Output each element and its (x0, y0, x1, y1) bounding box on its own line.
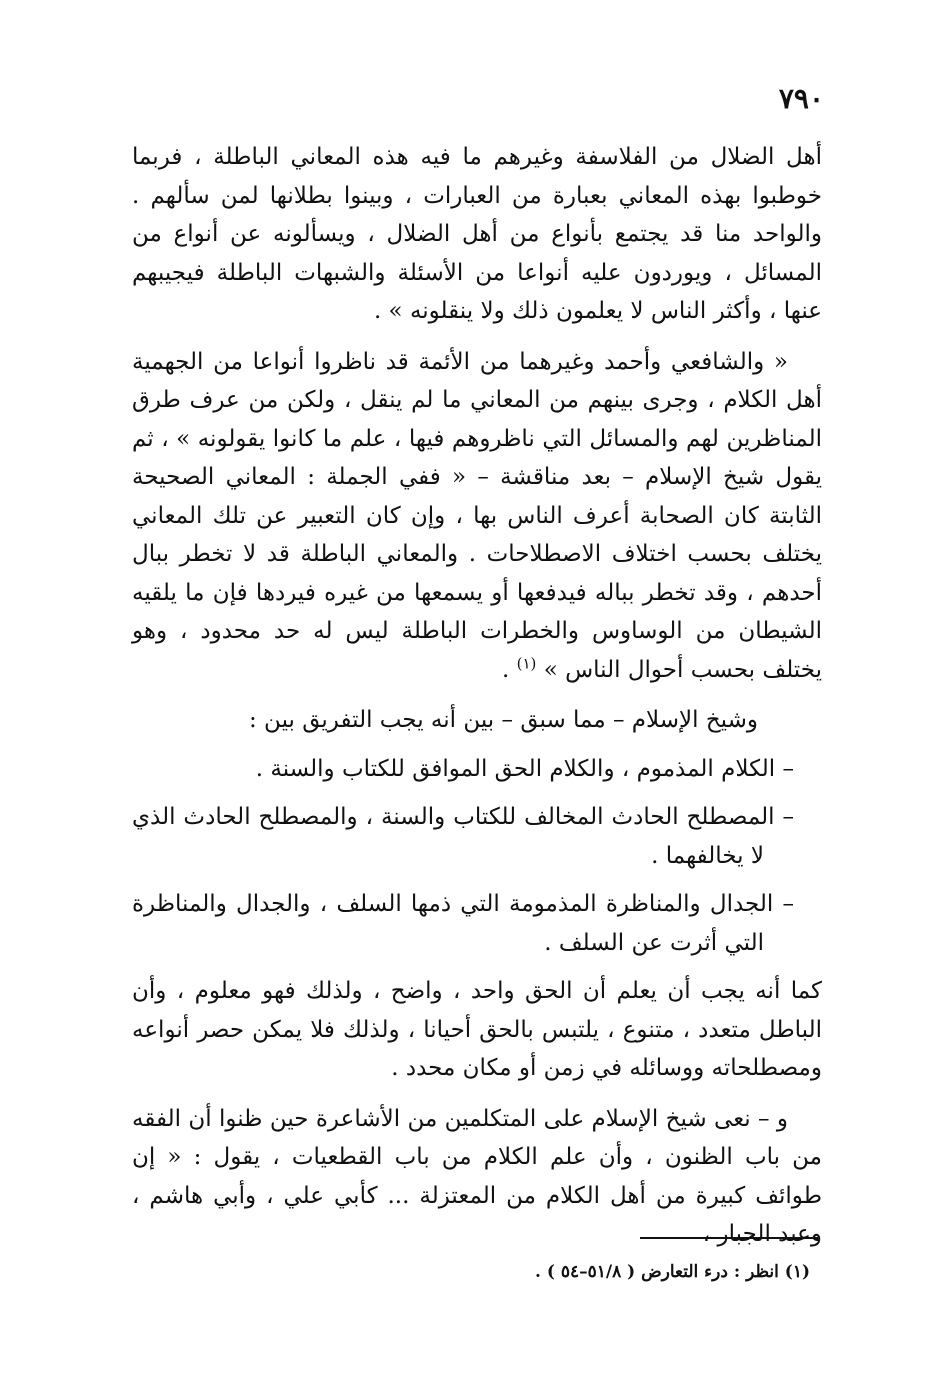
footnote-divider (640, 1237, 818, 1239)
main-text (132, 138, 822, 1266)
list-item: – الجدال والمناظرة المذمومة التي ذمها السلف ، والجدال والمناظرة التي أثرت عن السلف . (132, 891, 794, 956)
footnote-marker: (١) (516, 653, 537, 672)
page-number: ٧٩٠ (778, 82, 824, 115)
paragraph-section-waw: و – نعى شيخ الإسلام على المتكلمين من الأشاعرة حين ظنوا أن الفقه من باب الظنون ، وأن علم الكلام من باب القطعيات ، يقول : « إن طوائف كبيرة من أهل الكلام من المعتزلة ... كأبي علي ، وأبي هاشم ، وعبد الجبار ، (132, 1105, 822, 1247)
footnote: (١) انظر : درء التعارض ( ٥١/٨–٥٤ ) . (535, 1262, 810, 1282)
list-intro: وشيخ الإسلام – مما سبق – بين أنه يجب التفريق بين : (249, 707, 758, 733)
list-item: – المصطلح الحادث المخالف للكتاب والسنة ، والمصطلح الحادث الذي لا يخالفهما . (132, 804, 794, 869)
paragraph-quote-end: . (501, 656, 517, 683)
paragraph-truth: كما أنه يجب أن يعلم أن الحق واحد ، واضح ، ولذلك فهو معلوم ، وأن الباطل متعدد ، متنوع ، يلتبس بالحق أحيانا ، ولذلك فلا يمكن حصر أنواعه ومصطلحاته ووسائله في زمن أو مكان محدد . (132, 978, 822, 1081)
paragraph-quote-text: « والشافعي وأحمد وغيرهما من الأئمة قد ناظروا أنواعا من الجهمية أهل الكلام ، وجرى بينهم من المعاني ما لم ينقل ، ولكن من عرف طرق المناظرين لهم والمسائل التي ناظروهم فيها ، علم ما كانوا يقولونه » ، ثم يقول شيخ الإسلام – بعد مناقشة – « ففي الجملة : المعاني الصحيحة الثابتة كان الصحابة أعرف الناس بها ، وإن كان التعبير عن تلك المعاني يختلف بحسب اختلاف الاصطلاحات . والمعاني الباطلة قد لا تخطر ببال أحدهم ، وقد تخطر بباله فيدفعها أو يسمعها من غيره فيردها فإن ما يلقيه الشيطان من الوساوس والخطرات الباطلة ليس له حد محدود ، وهو يختلف بحسب أحوال الناس » (132, 348, 822, 683)
list-item: – الكلام المذموم ، والكلام الحق الموافق للكتاب والسنة . (255, 755, 794, 782)
paragraph-continuation: أهل الضلال من الفلاسفة وغيرهم ما فيه هذه المعاني الباطلة ، فربما خوطبوا بهذه المعاني بعبارة من العبارات ، وبينوا بطلانها لمن سألهم . والواحد منا قد يجتمع بأنواع من أهل الضلال ، ويسألونه عن أنواع من المسائل ، ويوردون عليه أنواعا من الأسئلة والشبهات الباطلة فيجيبهم عنها ، وأكثر الناس لا يعلمون ذلك ولا ينقلونه » . (132, 144, 822, 324)
paragraph-quote (132, 343, 822, 690)
